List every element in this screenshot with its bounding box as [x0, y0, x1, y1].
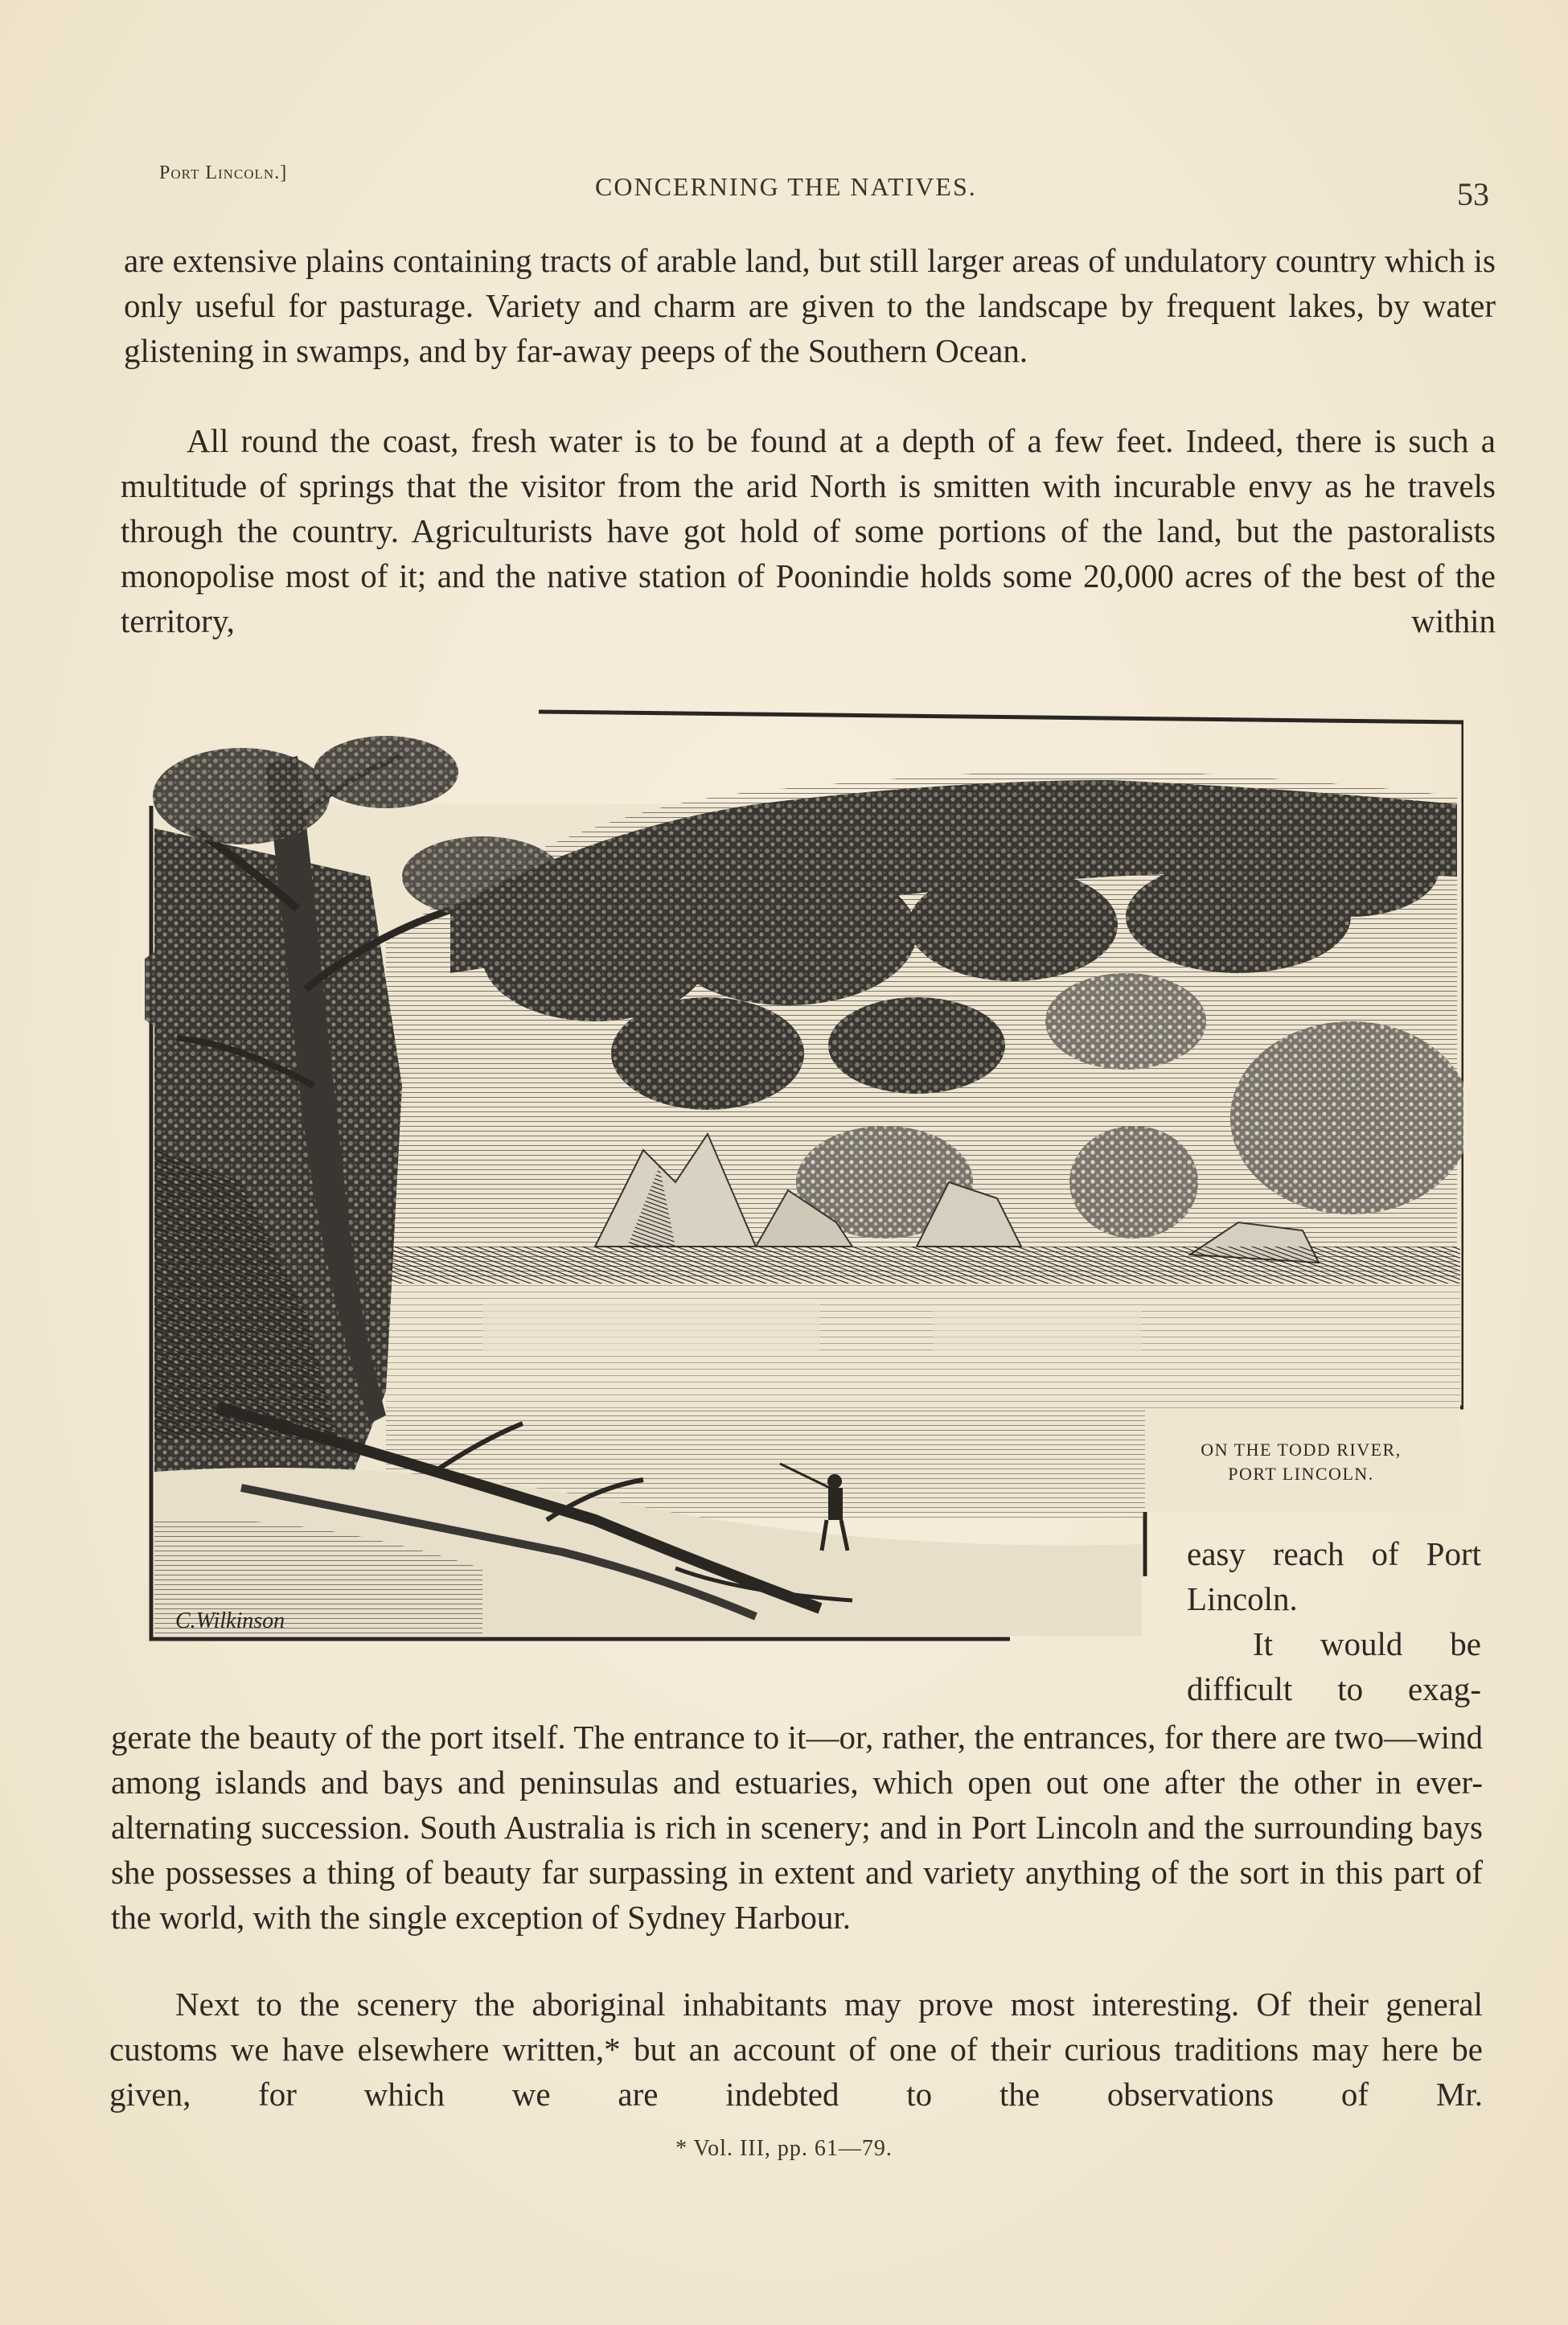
engraver-signature: C.Wilkinson — [175, 1608, 285, 1633]
footnote: * Vol. III, pp. 61—79. — [675, 2136, 893, 2161]
paragraph-3-continuation: It would be difficult to exag- — [1187, 1625, 1481, 1707]
caption-line-1: ON THE TODD RIVER, — [1201, 1440, 1402, 1460]
caption-line-2: PORT LINCOLN. — [1228, 1464, 1374, 1484]
running-head-left: Port Lincoln.] — [159, 162, 288, 183]
running-head-title: CONCERNING THE NATIVES. — [595, 172, 977, 201]
paragraph-3-wrap — [1187, 1531, 1481, 1711]
page-number: 53 — [1457, 176, 1489, 212]
paragraph-3-start: easy reach of Port Lincoln. — [1187, 1535, 1481, 1617]
engraving-illustration — [145, 668, 1463, 1649]
engraving-svg — [145, 668, 1463, 1649]
figure-caption — [1148, 1438, 1454, 1486]
paragraph-1: are extensive plains containing tracts of arable land, but still larger areas of undulatory country which is only useful for pasturage. Variety and charm are given to the landscape by frequent lakes, by water glistening in swamps, and by far-away peeps of the Southern Ocean. — [124, 242, 1496, 369]
running-header — [0, 158, 1568, 212]
paragraph-4: gerate the beauty of the port itself. The entrance to it—or, rather, the entrances, for there are two—wind among islands and bays and peninsulas and estuaries, which open out one after the other in ever-alternating succession. South Australia is rich in scenery; and in Port Lincoln and the surrounding bays she possesses a thing of beauty far surpassing in extent and variety anything of the sort in this part of the world, with the single exception of Sydney Harbour. — [111, 1719, 1483, 1936]
paragraph-5: Next to the scenery the aboriginal inhabitants may prove most interesting. Of their general customs we have elsewhere written,* but an account of one of their curious traditions may here be given, for which we are indebted to the observations of Mr. — [109, 1986, 1483, 2113]
paragraph-2: All round the coast, fresh water is to be found at a depth of a few feet. Indeed, there is such a multitude of springs that the visitor from the arid North is smitten with incurable envy as he travels through the country. Agriculturists have got hold of some portions of the land, but the pastoralists monopolise most of it; and the native station of Poonindie holds some 20,000 acres of the best of the territory, within — [121, 422, 1496, 639]
